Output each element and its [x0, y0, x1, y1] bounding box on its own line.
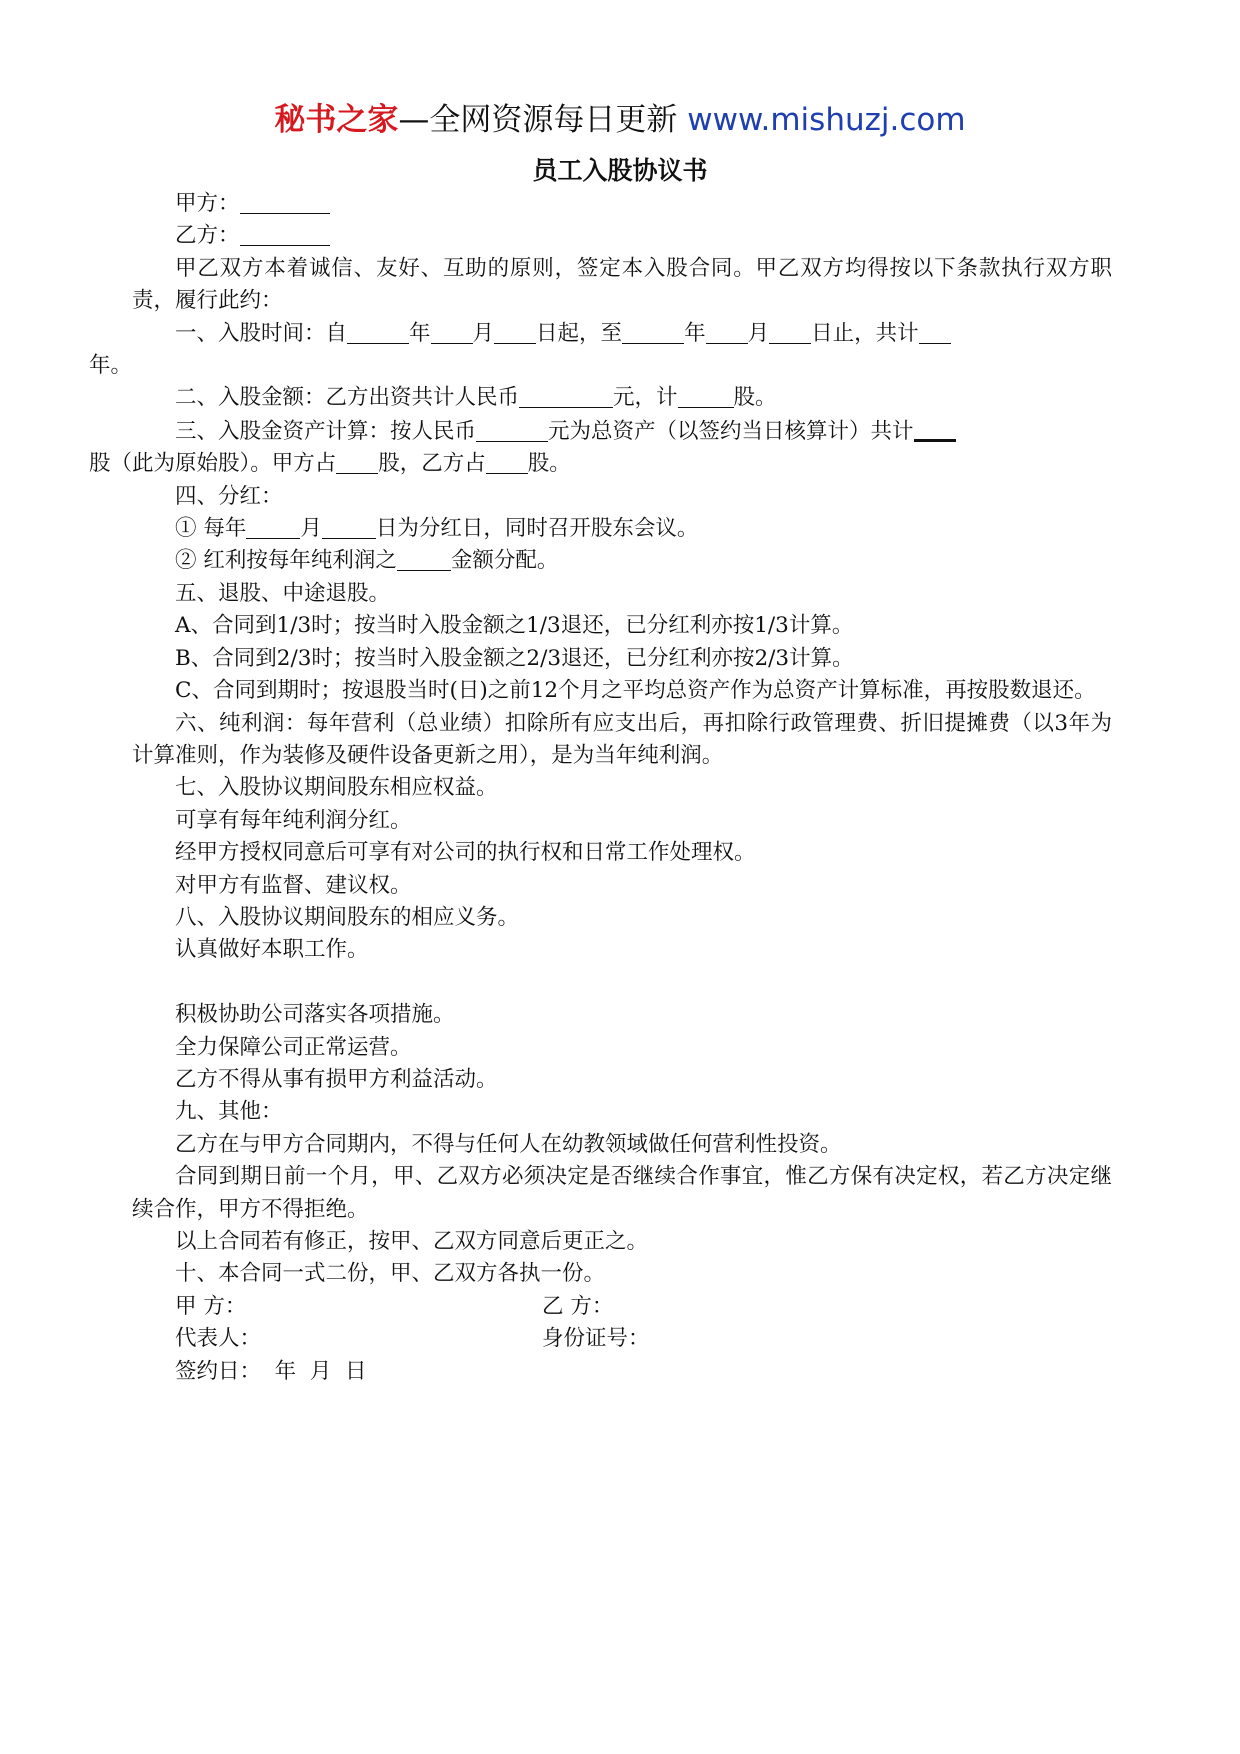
clause-1: 一、入股时间：自 年 月 日起，至 年 月 日止，共计 年。 — [132, 318, 1112, 383]
sign-party-a: 甲 方： — [175, 1293, 247, 1319]
clause-8-item: 积极协助公司落实各项措施。 — [175, 1002, 455, 1028]
banner-tagline: —全网资源每日更新 — [398, 102, 688, 138]
clause-5-c: C、合同到期时；按退股当时(日)之前12个月之平均总资产作为总资产计算标准，再按股数退还。 — [175, 678, 1096, 704]
clause-5-b: B、合同到2/3时；按当时入股金额之2/3退还，已分红利亦按2/3计算。 — [175, 645, 854, 671]
banner-brand: 秘书之家 — [274, 102, 399, 138]
banner-url: www.mishuzj.com — [687, 102, 966, 138]
clause-2: 二、入股金额：乙方出资共计人民币 元，计 股。 — [175, 385, 777, 411]
clause-5-a: A、合同到1/3时；按当时入股金额之1/3退还，已分红利亦按1/3计算。 — [175, 613, 854, 639]
clause-8-item: 认真做好本职工作。 — [175, 937, 369, 963]
clause-9-title: 九、其他： — [175, 1099, 283, 1125]
signature-row-date — [132, 1356, 1112, 1388]
clause-10: 十、本合同一式二份，甲、乙双方各执一份。 — [175, 1261, 606, 1287]
party-b-line: 乙方： — [132, 220, 1112, 252]
clause-4-title: 四、分红： — [175, 483, 283, 509]
clause-9-item: 乙方在与甲方合同期内，不得与任何人在幼教领域做任何营利性投资。 — [175, 1131, 842, 1157]
clause-9-item: 合同到期日前一个月，甲、乙双方必须决定是否继续合作事宜，惟乙方保有决定权，若乙方决定继续合作，甲方不得拒绝。 — [132, 1164, 1112, 1222]
document-title: 员工入股协议书 — [532, 156, 708, 185]
blank-line — [240, 221, 330, 246]
sign-party-b: 乙 方： — [542, 1293, 614, 1319]
site-banner — [0, 100, 1240, 140]
party-a-line: 甲方： — [132, 188, 1112, 220]
sign-date: 签约日： 年 月 日 — [175, 1358, 367, 1384]
clause-9-item: 以上合同若有修正，按甲、乙双方同意后更正之。 — [175, 1228, 649, 1254]
clause-8-title: 八、入股协议期间股东的相应义务。 — [175, 904, 520, 930]
sign-representative: 代表人： — [175, 1326, 262, 1352]
signature-row-ids — [132, 1323, 1112, 1355]
sign-id-number: 身份证号： — [542, 1326, 650, 1352]
clause-5-title: 五、退股、中途退股。 — [175, 580, 391, 606]
blank-line — [240, 189, 330, 214]
clause-4-item-1: ① 每年 月 日为分红日，同时召开股东会议。 — [175, 516, 699, 542]
clause-6: 六、纯利润：每年营利（总业绩）扣除所有应支出后，再扣除行政管理费、折旧提摊费（以3年为计算准则，作为装修及硬件设备更新之用），是为当年纯利润。 — [132, 710, 1112, 768]
clause-8-item: 全力保障公司正常运营。 — [175, 1034, 412, 1060]
clause-7-item: 可享有每年纯利润分红。 — [175, 807, 412, 833]
clause-4-item-2: ② 红利按每年纯利润之 金额分配。 — [175, 548, 559, 574]
clause-7-title: 七、入股协议期间股东相应权益。 — [175, 775, 498, 801]
clause-7-item: 对甲方有监督、建议权。 — [175, 872, 412, 898]
blank-gap — [132, 967, 1112, 999]
clause-3: 三、入股金资产计算：按人民币 元为总资产（以签约当日核算计）共计 股（此为原始股）。甲方占 股，乙方占 股。 — [132, 415, 1112, 481]
clause-7-item: 经甲方授权同意后可享有对公司的执行权和日常工作处理权。 — [175, 840, 756, 866]
intro-paragraph: 甲乙双方本着诚信、友好、互助的原则，签定本入股合同。甲乙双方均得按以下条款执行双方职责，履行此约： — [132, 255, 1112, 314]
document-body — [89, 188, 1112, 1388]
clause-8-item: 乙方不得从事有损甲方利益活动。 — [175, 1066, 498, 1092]
signature-row-parties — [132, 1291, 1112, 1323]
